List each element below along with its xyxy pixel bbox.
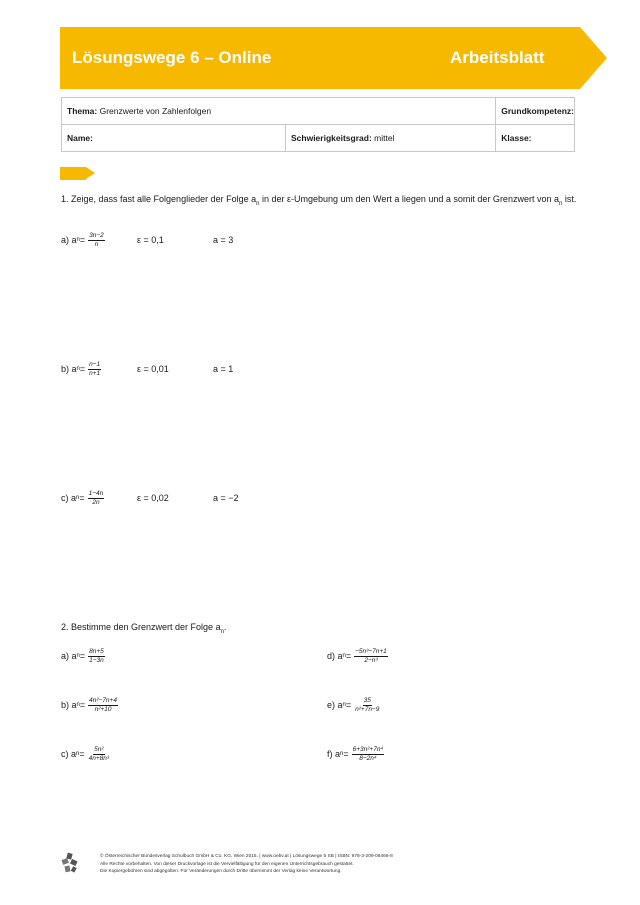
task1-item-b-epsilon: ε = 0,01 <box>137 364 169 374</box>
fraction: $\frac{\text{5n²}}{\text{4n+8n³}}$ <box>88 745 110 762</box>
klasse-cell <box>496 125 575 152</box>
task2-item-c: c) a n = $\frac{\text{5n²}}{\text{4n+8n³}}$ <box>61 745 110 762</box>
fraction: $\frac{\text{6+3n²+7n⁴}}{\text{8−2n⁴}}$ <box>352 745 384 762</box>
thema-cell <box>62 98 496 125</box>
schwierigkeit-value: mittel <box>374 133 395 143</box>
name-cell <box>62 125 286 152</box>
name-label: Name: <box>67 133 93 143</box>
fraction: $\frac{8n+5}{1-3n}$ <box>89 647 104 664</box>
thema-value: Grenzwerte von Zahlenfolgen <box>99 106 212 116</box>
fraction: $\frac{\text{4n²−7n+4}}{\text{n²+10}}$ <box>89 696 117 713</box>
task1-item-b: b) a n = $\frac{n-1}{n+1}$ <box>61 360 101 377</box>
task2-item-f: f) a n = $\frac{\text{6+3n²+7n⁴}}{\text{8−2n⁴}}$ <box>327 745 384 762</box>
task1-item-c-limit: a = −2 <box>213 493 239 503</box>
oebv-logo-icon <box>61 852 79 874</box>
fraction: $\frac{\text{−5n³−7n+1}}{\text{2−n³}}$ <box>355 647 387 664</box>
task2-item-d: d) a n = $\frac{\text{−5n³−7n+1}}{\text{2−n³}}$ <box>327 647 387 664</box>
grundkompetenz-cell <box>496 98 575 125</box>
section-tag <box>60 167 86 180</box>
task1-item-a-epsilon: ε = 0,1 <box>137 235 164 245</box>
footer-copyright: © Österreichischer Bundesverlag Schulbuch GmbH & Co. KG, Wien 2015. | www.oebv.at | Lösungswege 5 SB | ISBN: 978-3-209-08466-8 Alle Rechte vorbehalten. Von dieser Druckvorlage ist die Vervielfältigung für den eigenen Unterrichtsgebrauch gestattet. Die Kopiergebühren sind abgegolten. Für Veränderungen durch Dritte übernimmt der Verlag keine Verantwortung. <box>100 854 393 874</box>
schwierigkeit-cell <box>286 125 496 152</box>
fraction: $\frac{35}{\text{n²+7n−9}}$ <box>355 696 380 713</box>
fraction: $\frac{1-4n}{2n}$ <box>88 489 104 506</box>
fraction: $\frac{n-1}{n+1}$ <box>89 360 101 377</box>
task2-item-e: e) a n = $\frac{35}{\text{n²+7n−9}}$ <box>327 696 380 713</box>
task1-item-c: c) a n = $\frac{1-4n}{2n}$ <box>61 489 104 506</box>
task2-instruction: 2. Bestimme den Grenzwert der Folge $a_n$. <box>61 622 227 635</box>
task2-item-b: b) a n = $\frac{\text{4n²−7n+4}}{\text{n²+10}}$ <box>61 696 117 713</box>
task1-item-a-limit: a = 3 <box>213 235 234 245</box>
section-tag-arrow <box>86 167 95 179</box>
schwierigkeit-label: Schwierigkeitsgrad: <box>291 133 372 143</box>
header-banner-arrow <box>580 27 607 89</box>
task1-item-b-limit: a = 1 <box>213 364 234 374</box>
klasse-label: Klasse: <box>501 133 532 143</box>
worksheet-title: Lösungswege 6 – Online <box>72 48 272 67</box>
task1-item-c-epsilon: ε = 0,02 <box>137 493 169 503</box>
thema-label: Thema: <box>67 106 98 116</box>
task1-item-a: a) a n = $\frac{3n-2}{n}$ <box>61 231 104 248</box>
grundkompetenz-label: Grundkompetenz: <box>501 106 574 116</box>
fraction: $\frac{3n-2}{n}$ <box>89 231 104 248</box>
sheet-type-label: Arbeitsblatt <box>450 48 545 67</box>
task2-item-a: a) a n = $\frac{8n+5}{1-3n}$ <box>61 647 104 664</box>
info-table <box>61 97 575 152</box>
task1-instruction: 1. Zeige, dass fast alle Folgenglieder der Folge $a_n$ in der ε-Umgebung um den Wert a liegen und a somit der Grenzwert von $a_n$ ist. <box>61 194 577 207</box>
